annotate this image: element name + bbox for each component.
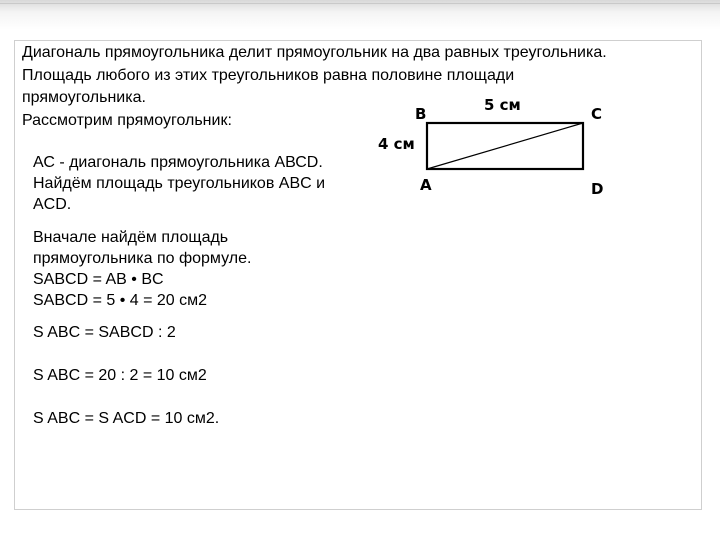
intro-line-3: прямоугольника. bbox=[22, 89, 146, 106]
problem-line-3: ACD. bbox=[33, 196, 72, 213]
rect-area-line-1: Вначале найдём площадь bbox=[33, 229, 229, 246]
vertex-a-label: A bbox=[420, 176, 432, 194]
triangle-step-2 bbox=[33, 365, 207, 386]
rectangle-diagram-svg bbox=[369, 86, 623, 206]
triangle-conclusion: S ABC = S ACD = 10 см2. bbox=[33, 410, 220, 427]
rect-area-formula: SABCD = AB • BC bbox=[33, 271, 164, 288]
rectangle-area-block bbox=[33, 227, 251, 311]
rect-area-line-2: прямоугольника по формуле. bbox=[33, 250, 252, 267]
vertex-c-label: C bbox=[591, 105, 603, 123]
triangle-step-1 bbox=[33, 322, 176, 343]
rectangle-diagram bbox=[369, 86, 623, 206]
rect-area-result: SABCD = 5 • 4 = 20 см2 bbox=[33, 292, 208, 309]
triangle-step-3 bbox=[33, 408, 219, 429]
side-bc-length: 5 см bbox=[484, 96, 521, 114]
diagonal-ac bbox=[427, 123, 583, 169]
intro-line-4: Рассмотрим прямоугольник: bbox=[22, 111, 232, 129]
slide-top-edge bbox=[0, 3, 720, 4]
slide-top-border bbox=[0, 0, 720, 30]
side-ab-length: 4 см bbox=[378, 135, 415, 153]
intro-line-1: Диагональ прямоугольника делит прямоугольник на два равных треугольника. bbox=[22, 44, 607, 61]
vertex-d-label: D bbox=[591, 180, 604, 198]
triangle-computation: S ABC = 20 : 2 = 10 см2 bbox=[33, 367, 207, 384]
problem-line-2: Найдём площадь треугольников ABC и bbox=[33, 175, 326, 192]
problem-statement bbox=[33, 152, 325, 215]
problem-line-1: АС - диагональ прямоугольника АВСD. bbox=[33, 154, 323, 171]
vertex-b-label: B bbox=[415, 105, 427, 123]
intro-line-2: Площадь любого из этих треугольников равна половине площади bbox=[22, 66, 515, 84]
triangle-formula: S ABC = SABCD : 2 bbox=[33, 324, 176, 341]
